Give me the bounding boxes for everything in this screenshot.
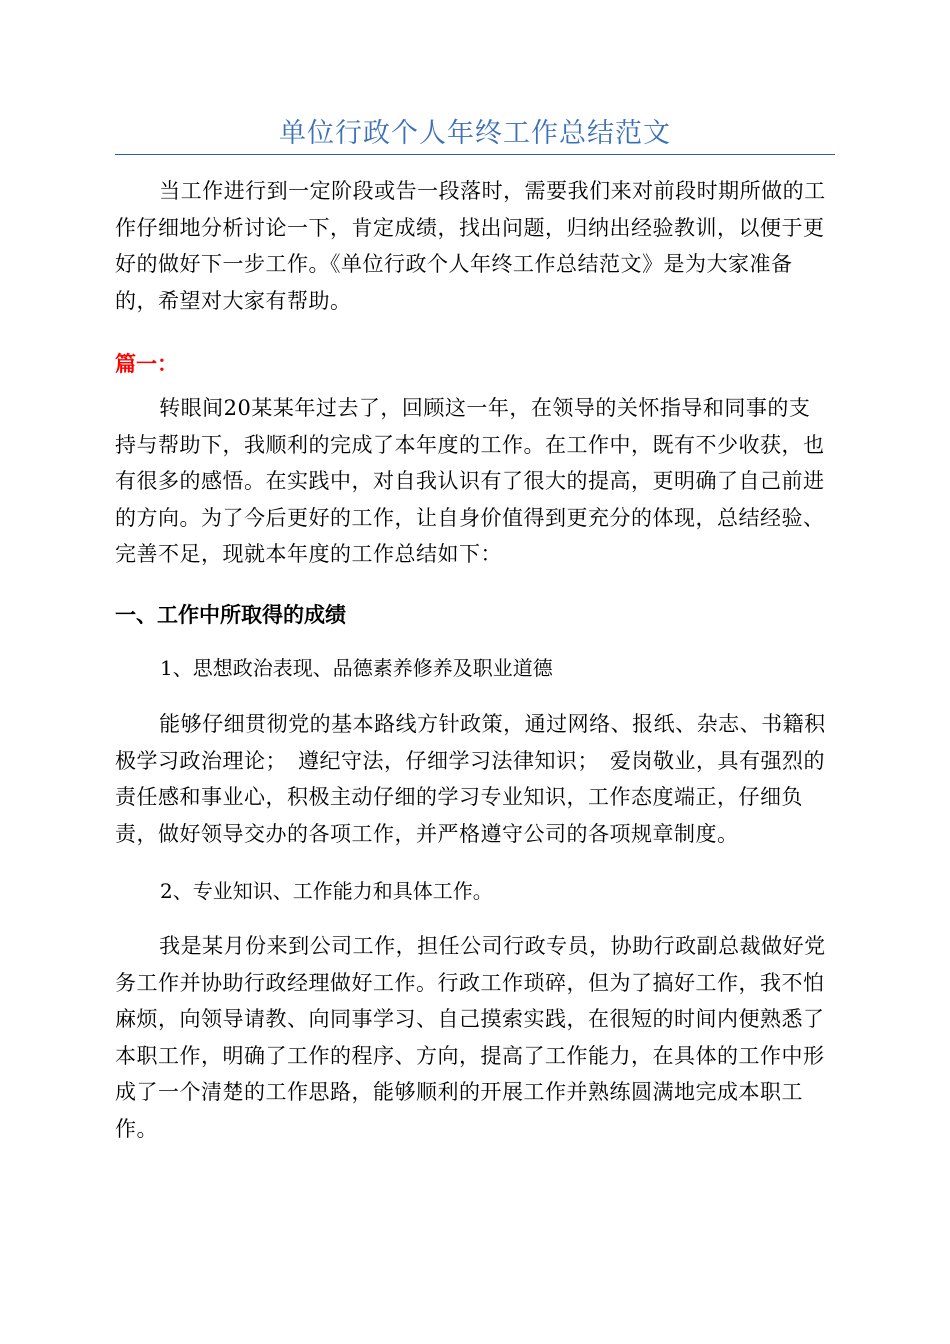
subheading-2: 2、专业知识、工作能力和具体工作。 — [160, 879, 493, 903]
heading-achievements: 一、工作中所取得的成绩 — [115, 603, 346, 627]
section-paragraph: 转眼间20某某年过去了，回顾这一年，在领导的关怀指导和同事的支持与帮助下，我顺利的完成了本年度的工作。在工作中，既有不少收获，也有很多的感悟。在实践中，对自我认识有了很大的提高，更明确了自己前进的方向。为了今后更好的工作，让自身价值得到更充分的体现，总结经验、完善不足，现就本年度的工作总结如下： — [115, 396, 825, 566]
subheading-1: 1、思想政治表现、品德素养修养及职业道德 — [160, 656, 553, 680]
intro-paragraph: 当工作进行到一定阶段或告一段落时，需要我们来对前段时期所做的工作仔细地分析讨论一下，肯定成绩，找出问题，归纳出经验教训，以便于更好的做好下一步工作。《单位行政个人年终工作总结范文》是为大家准备的，希望对大家有帮助。 — [115, 179, 826, 313]
document-title: 单位行政个人年终工作总结范文 — [279, 118, 671, 149]
section-label: 篇一： — [115, 352, 178, 376]
title-underline — [115, 154, 835, 155]
paragraph-1: 能够仔细贯彻党的基本路线方针政策，通过网络、报纸、杂志、书籍积极学习政治理论； 遵纪守法，仔细学习法律知识； 爱岗敬业，具有强烈的责任感和事业心，积极主动仔细的学习专业知识，工作态度端正，仔细负责，做好领导交办的各项工作，并严格遵守公司的各项规章制度。 — [115, 712, 826, 846]
paragraph-2: 我是某月份来到公司工作，担任公司行政专员，协助行政副总裁做好党务工作并协助行政经理做好工作。行政工作琐碎，但为了搞好工作，我不怕麻烦，向领导请教、向同事学习、自己摸索实践，在很短的时间内便熟悉了本职工作，明确了工作的程序、方向，提高了工作能力，在具体的工作中形成了一个清楚的工作思路，能够顺利的开展工作并熟练圆满地完成本职工作。 — [115, 934, 826, 1141]
